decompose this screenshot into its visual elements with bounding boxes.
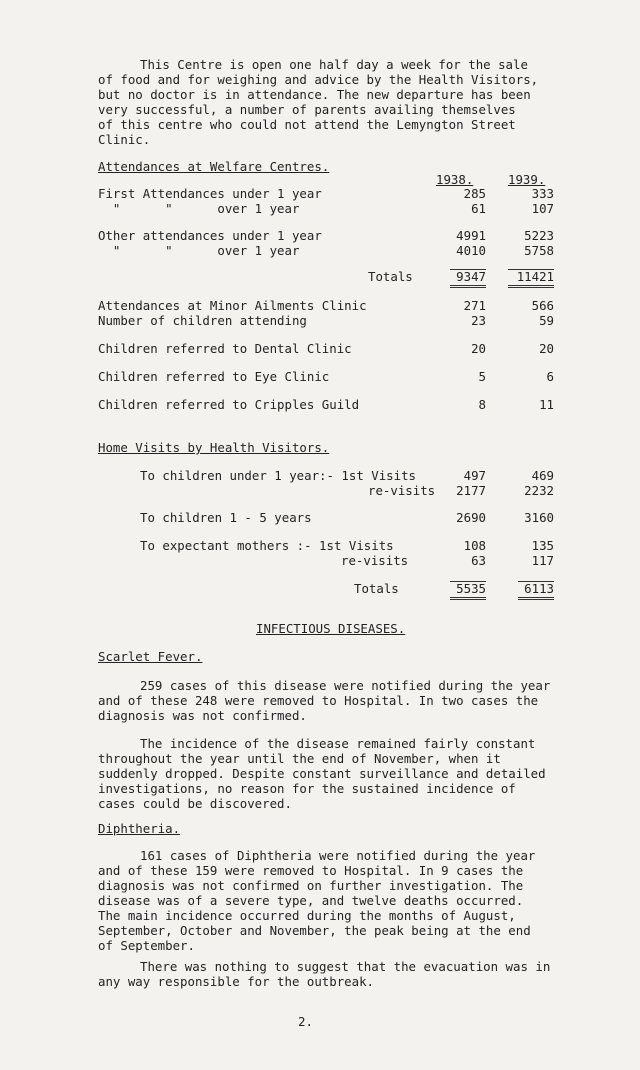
dental-1938: 20 [471,341,486,356]
under1-re-1939: 2232 [524,483,554,498]
intro-line-3: but no doctor is in attendance. The new departure has been [98,87,531,102]
under1-first-1938: 497 [463,468,486,483]
under1-first-label: To children under 1 year:- 1st Visits [140,468,417,483]
dental-1939: 20 [539,341,554,356]
home-totals-label: Totals [354,581,399,596]
scarlet-p2-line-4: investigations, no reason for the sustained incidence of [98,781,516,796]
exp-re-1939: 117 [531,553,554,568]
children-label: Number of children attending [98,313,307,328]
exp-first-1938: 108 [463,538,486,553]
diphtheria-p1-line-1: 161 cases of Diphtheria were notified during the year [140,848,536,863]
minor-1938: 271 [463,298,486,313]
scarlet-p2-line-2: throughout the year until the end of November, when it [98,751,501,766]
welfare-heading: Attendances at Welfare Centres. [98,159,330,174]
diphtheria-p2-line-2: any way responsible for the outbreak. [98,974,375,989]
intro-line-5: of this centre who could not attend the Lemyngton Street [98,117,516,132]
children-1938: 23 [471,313,486,328]
under1-first-1939: 469 [531,468,554,483]
scarlet-p2-line-1: The incidence of the disease remained fairly constant [140,736,536,751]
diphtheria-heading: Diphtheria. [98,821,181,836]
year-1938: 1938. [436,172,474,187]
other-under-1938: 4991 [456,228,486,243]
intro-line-4: very successful, a number of parents availing themselves [98,102,516,117]
diphtheria-p1-line-7: of September. [98,938,195,953]
first-under-1939: 333 [531,186,554,201]
one-five-1939: 3160 [524,510,554,525]
first-under-label: First Attendances under 1 year [98,186,322,201]
scarlet-p1-line-3: diagnosis was not confirmed. [98,708,307,723]
infectious-heading: INFECTIOUS DISEASES. [256,621,406,636]
minor-label: Attendances at Minor Ailments Clinic [98,298,367,313]
welfare-totals-label: Totals [368,269,413,284]
first-over-label: " " over 1 year [98,201,300,216]
minor-1939: 566 [531,298,554,313]
other-over-label: " " over 1 year [98,243,300,258]
scarlet-p2-line-5: cases could be discovered. [98,796,292,811]
scarlet-heading: Scarlet Fever. [98,649,203,664]
under1-re-label: re-visits [368,483,436,498]
diphtheria-p1-line-5: The main incidence occurred during the months of August, [98,908,516,923]
first-over-1938: 61 [471,201,486,216]
other-under-label: Other attendances under 1 year [98,228,322,243]
diphtheria-p1-line-6: September, October and November, the peak being at the end [98,923,531,938]
page-number: 2. [298,1014,313,1029]
cripples-1939: 11 [539,397,554,412]
one-five-label: To children 1 - 5 years [140,510,312,525]
first-over-1939: 107 [531,201,554,216]
home-totals-1939: 6113 [518,581,554,600]
dental-label: Children referred to Dental Clinic [98,341,352,356]
scarlet-p1-line-2: and of these 248 were removed to Hospital. In two cases the [98,693,539,708]
exp-re-1938: 63 [471,553,486,568]
welfare-totals-1939: 11421 [508,269,554,288]
home-heading: Home Visits by Health Visitors. [98,440,330,455]
other-over-1938: 4010 [456,243,486,258]
under1-re-1938: 2177 [456,483,486,498]
one-five-1938: 2690 [456,510,486,525]
children-1939: 59 [539,313,554,328]
exp-first-1939: 135 [531,538,554,553]
eye-label: Children referred to Eye Clinic [98,369,330,384]
intro-line-1: This Centre is open one half day a week for the sale [140,57,528,72]
intro-line-6: Clinic. [98,132,151,147]
home-totals-1938: 5535 [450,581,486,600]
other-over-1939: 5758 [524,243,554,258]
eye-1939: 6 [546,369,554,384]
other-under-1939: 5223 [524,228,554,243]
diphtheria-p1-line-4: disease was of a severe type, and twelve deaths occurred. [98,893,524,908]
eye-1938: 5 [478,369,486,384]
diphtheria-p2-line-1: There was nothing to suggest that the evacuation was in [140,959,551,974]
scarlet-p2-line-3: suddenly dropped. Despite constant surveillance and detailed [98,766,546,781]
cripples-1938: 8 [478,397,486,412]
scarlet-p1-line-1: 259 cases of this disease were notified during the year [140,678,551,693]
diphtheria-p1-line-2: and of these 159 were removed to Hospital. In 9 cases the [98,863,524,878]
year-1939: 1939. [508,172,546,187]
first-under-1938: 285 [463,186,486,201]
exp-first-label: To expectant mothers :- 1st Visits [140,538,394,553]
exp-re-label: re-visits [341,553,409,568]
intro-line-2: of food and for weighing and advice by the Health Visitors, [98,72,539,87]
diphtheria-p1-line-3: diagnosis was not confirmed on further investigation. The [98,878,524,893]
cripples-label: Children referred to Cripples Guild [98,397,360,412]
welfare-totals-1938: 9347 [450,269,486,288]
